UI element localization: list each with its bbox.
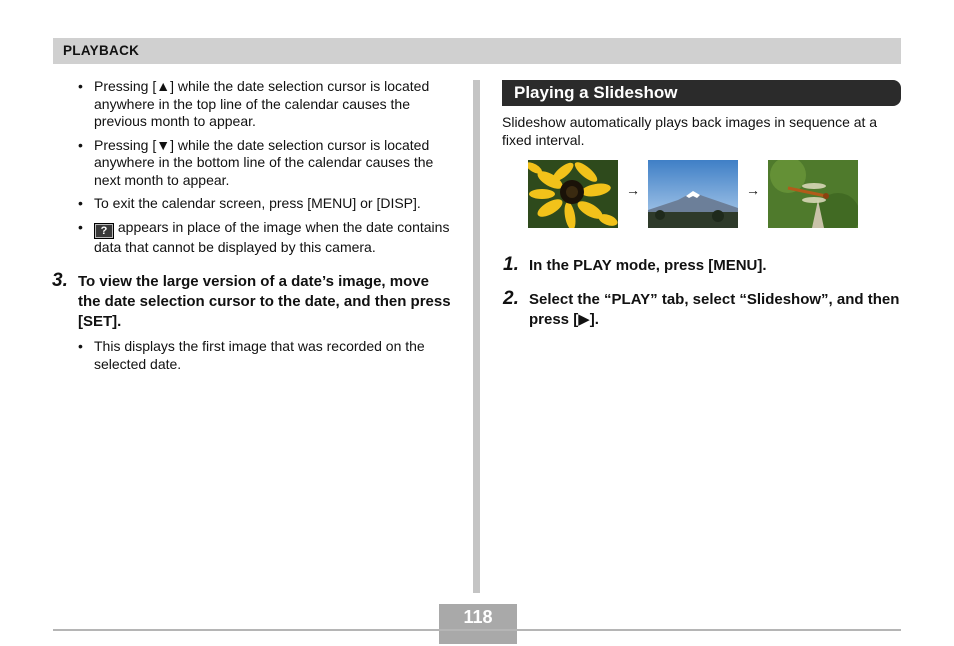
step-1 — [503, 254, 909, 276]
right-column — [502, 80, 902, 328]
arrow-right-icon: → — [626, 182, 640, 198]
left-column — [52, 78, 453, 379]
section-header-bar — [53, 38, 901, 64]
page-number-tab — [439, 604, 517, 644]
sunflower-photo — [528, 160, 618, 228]
bullet-text: appears in place of the image when the date contains data that cannot be displayed by this camera. — [94, 218, 450, 255]
column-divider — [473, 80, 480, 593]
step-text: In the PLAY mode, press [MENU]. — [529, 257, 767, 274]
step-text: Select the “PLAY” tab, select “Slideshow”, and then press [▶]. — [529, 291, 900, 328]
section-title: Playing a Slideshow — [502, 80, 901, 106]
slideshow-steps — [503, 254, 909, 344]
bullet-item: • Pressing [▲] while the date selection cursor is located anywhere in the top line of the calendar causes the previous month to appear. — [78, 78, 453, 131]
step-number: 3. — [52, 270, 68, 291]
bullet-item: • This displays the first image that was recorded on the selected date. — [78, 338, 453, 373]
bullet-item — [78, 219, 453, 257]
page-number-tab-base — [439, 631, 517, 644]
page-number: 118 — [439, 604, 517, 629]
unknown-image-icon: ? — [94, 223, 114, 239]
bullet-item: • To exit the calendar screen, press [MENU] or [DISP]. — [78, 195, 453, 213]
mountain-photo — [648, 160, 738, 228]
dragonfly-photo — [768, 160, 858, 228]
intro-text: Slideshow automatically plays back images in sequence at a fixed interval. — [502, 114, 878, 148]
section-header-label: PLAYBACK — [63, 43, 140, 58]
step-number: 1. — [503, 254, 519, 275]
step-text: To view the large version of a date’s image, move the date selection cursor to the date, and then press [SET]. — [78, 273, 451, 330]
slideshow-thumbnails — [528, 160, 868, 230]
step-2 — [503, 288, 909, 330]
arrow-right-icon: → — [746, 182, 760, 198]
step-3 — [52, 270, 453, 332]
step-number: 2. — [503, 288, 519, 309]
bullet-item: • Pressing [▼] while the date selection cursor is located anywhere in the bottom line of the calendar causes the next month to appear. — [78, 137, 453, 190]
